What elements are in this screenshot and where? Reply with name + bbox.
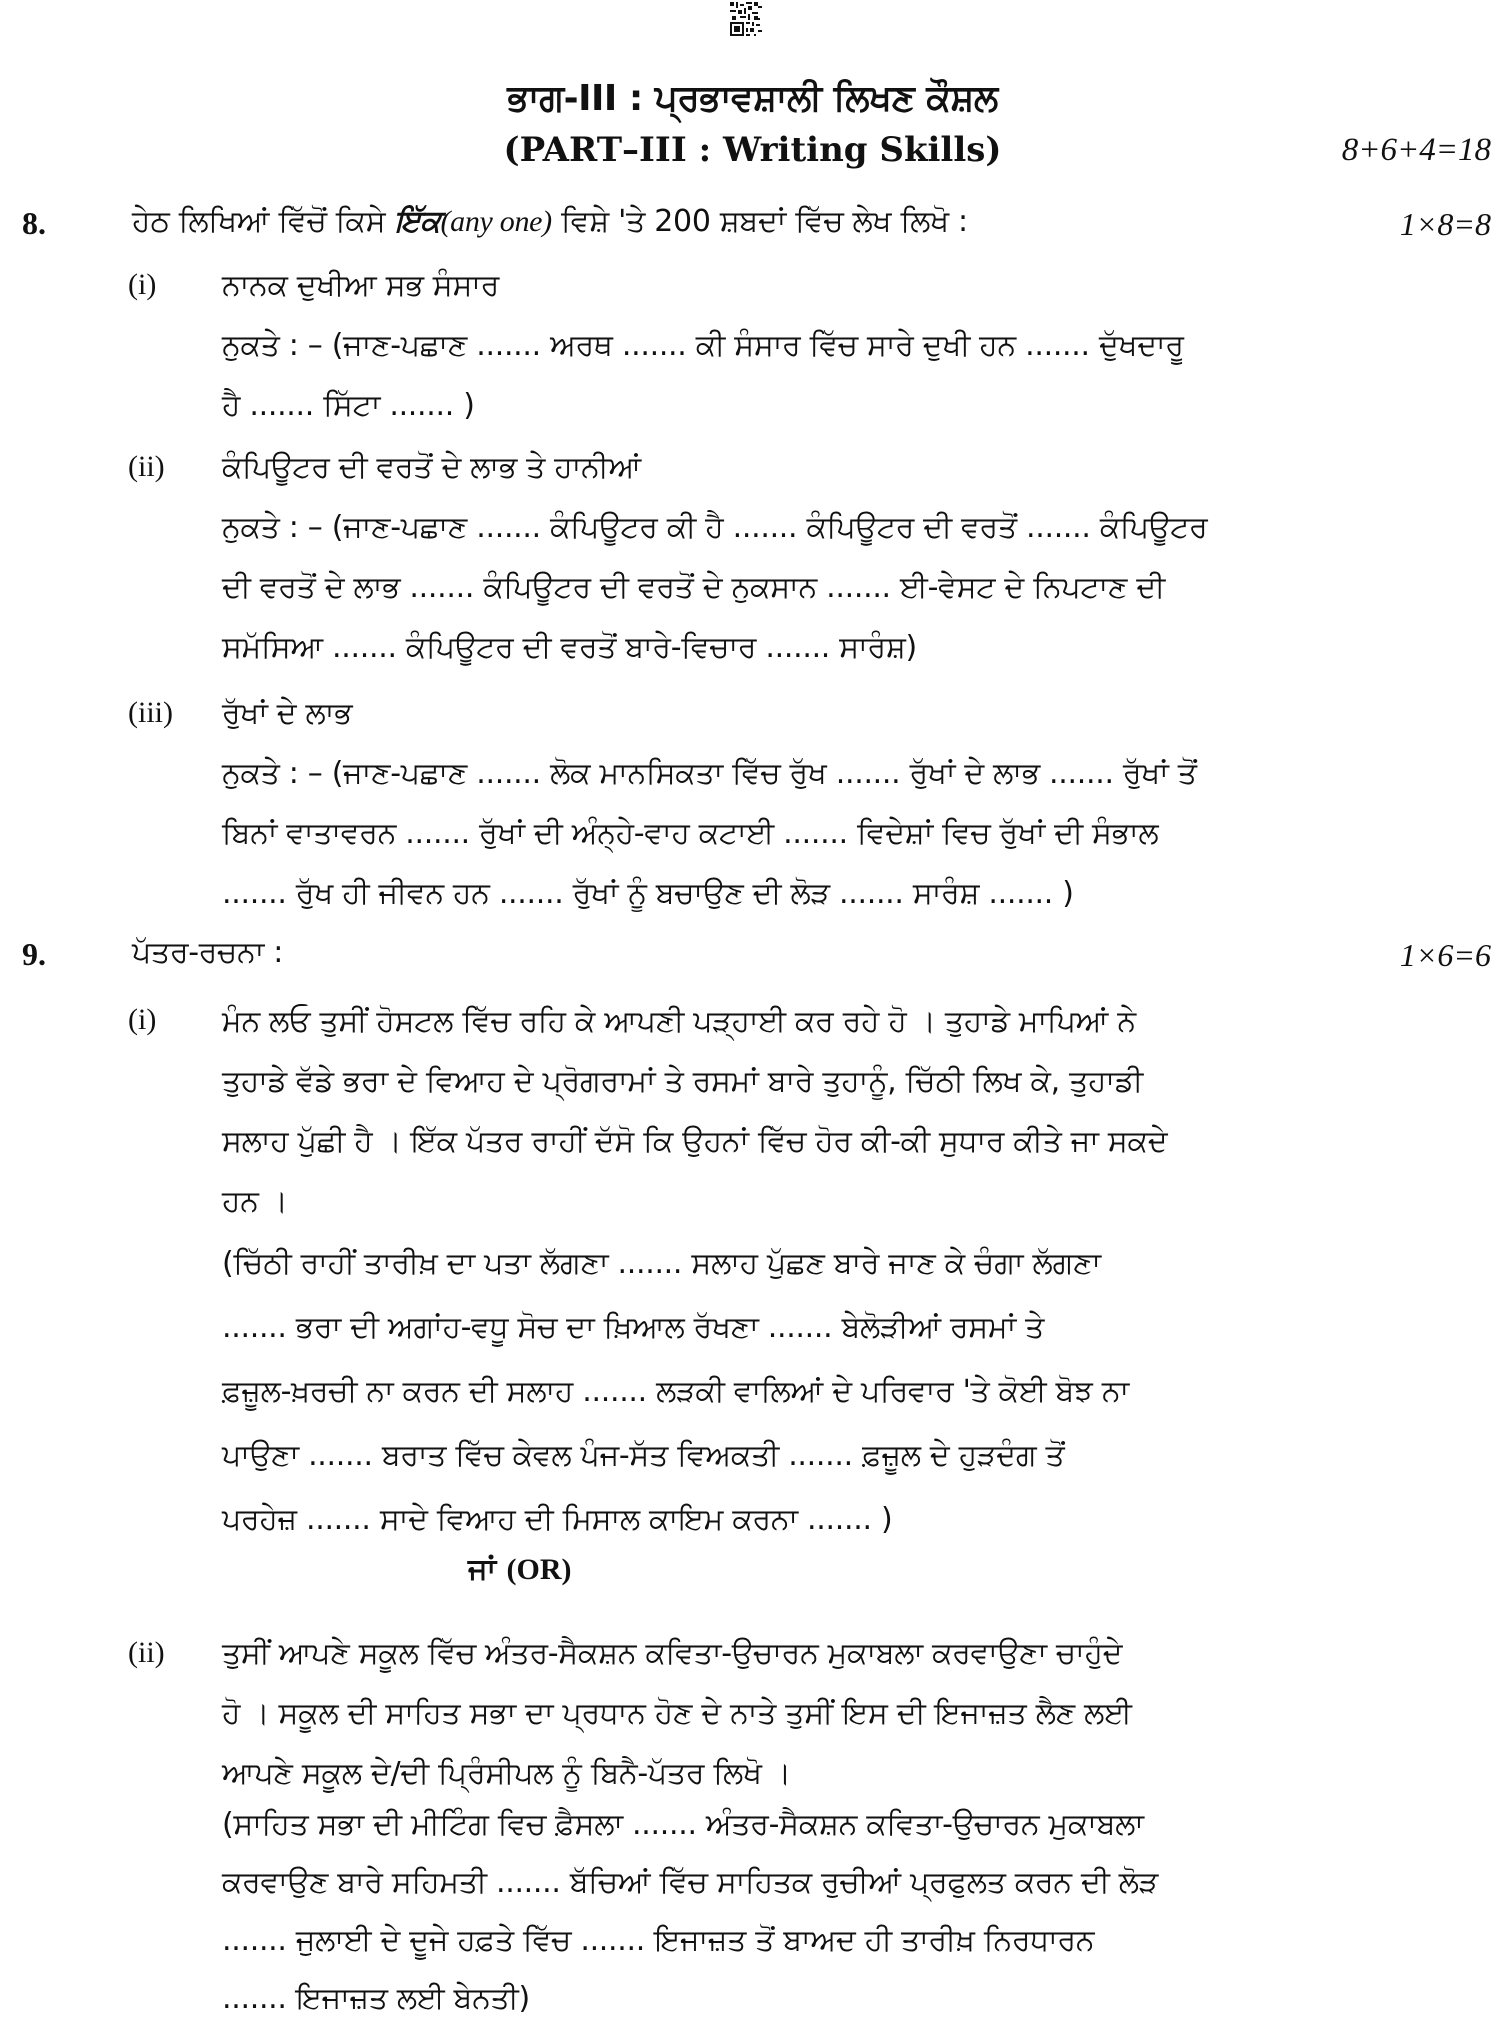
q9-option-1-hint-line: ਫ਼ਜ਼ੂਲ-ਖ਼ਰਚੀ ਨਾ ਕਰਨ ਦੀ ਸਲਾਹ ....... ਲੜਕੀ ਵਾਲਿਆਂ ਦੇ ਪਰਿਵਾਰ 'ਤੇ ਕੋਈ ਬੋਝ ਨਾ (222, 1374, 1129, 1409)
q8-option-2-points-line: ਨੁਕਤੇ : – (ਜਾਣ-ਪਛਾਣ ....... ਕੰਪਿਊਟਰ ਕੀ ਹੈ ....... ਕੰਪਿਊਟਰ ਦੀ ਵਰਤੋਂ ....... ਕੰਪਿਊਟਰ (222, 510, 1208, 545)
question-8-number: 8. (22, 205, 46, 241)
q8-option-2-topic: ਕੰਪਿਊਟਰ ਦੀ ਵਰਤੋਂ ਦੇ ਲਾਭ ਤੇ ਹਾਨੀਆਂ (222, 450, 641, 485)
q8-option-3-points-line: ਨੁਕਤੇ : – (ਜਾਣ-ਪਛਾਣ ....... ਲੋਕ ਮਾਨਸਿਕਤਾ ਵਿੱਚ ਰੁੱਖ ....... ਰੁੱਖਾਂ ਦੇ ਲਾਭ ....... ਰੁੱਖਾਂ ਤੋਂ (222, 756, 1197, 791)
q9-option-1-hint-line: ਪਾਉਣਾ ....... ਬਰਾਤ ਵਿੱਚ ਕੇਵਲ ਪੰਜ-ਸੱਤ ਵਿਅਕਤੀ ....... ਫ਼ਜ਼ੂਲ ਦੇ ਹੁੜਦੰਗ ਤੋਂ (222, 1438, 1065, 1473)
section-title-punjabi: ਭਾਗ-III : ਪ੍ਰਭਾਵਸ਼ਾਲੀ ਲਿਖਣ ਕੌਸ਼ਲ (507, 78, 998, 119)
q9-option-2-question-line: ਹੋ । ਸਕੂਲ ਦੀ ਸਾਹਿਤ ਸਭਾ ਦਾ ਪ੍ਰਧਾਨ ਹੋਣ ਦੇ ਨਾਤੇ ਤੁਸੀਂ ਇਸ ਦੀ ਇਜਾਜ਼ਤ ਲੈਣ ਲਈ (222, 1696, 1132, 1731)
q8-option-3-points-line: ....... ਰੁੱਖ ਹੀ ਜੀਵਨ ਹਨ ....... ਰੁੱਖਾਂ ਨੂੰ ਬਚਾਉਣ ਦੀ ਲੋੜ ....... ਸਾਰੰਸ਼ ....... ) (222, 876, 1074, 911)
q9-option-1-label: (i) (128, 1003, 157, 1036)
q8-option-1 (222, 256, 1402, 436)
q8-option-1-points-line: ਹੈ ....... ਸਿੱਟਾ ....... ) (222, 388, 475, 423)
q8-option-3 (222, 684, 1402, 924)
qr-code-icon (730, 2, 762, 38)
question-9-prompt: ਪੱਤਰ-ਰਚਨਾ : (132, 935, 284, 970)
q8-option-3-topic: ਰੁੱਖਾਂ ਦੇ ਲਾਭ (222, 696, 353, 731)
question-9-number: 9. (22, 936, 46, 972)
q9-option-1-hint-line: ਪਰਹੇਜ਼ ....... ਸਾਦੇ ਵਿਆਹ ਦੀ ਮਿਸਾਲ ਕਾਇਮ ਕਰਨਾ ....... ) (222, 1502, 893, 1537)
q9-option-1-hints (222, 1232, 1402, 1552)
q9-option-2-question-line: ਆਪਣੇ ਸਕੂਲ ਦੇ/ਦੀ ਪ੍ਰਿੰਸੀਪਲ ਨੂੰ ਬਿਨੈ-ਪੱਤਰ ਲਿਖੋ । (222, 1756, 791, 1791)
section-title-english: (PART–III : Writing Skills) (503, 130, 1002, 170)
question-9-marks: 1×6=6 (1399, 937, 1491, 973)
q9-option-2-hint-line: ....... ਇਜਾਜ਼ਤ ਲਈ ਬੇਨਤੀ) (222, 1981, 530, 2016)
q9-option-1-hint-line: (ਚਿੱਠੀ ਰਾਹੀਂ ਤਾਰੀਖ਼ ਦਾ ਪਤਾ ਲੱਗਣਾ ....... ਸਲਾਹ ਪੁੱਛਣ ਬਾਰੇ ਜਾਣ ਕੇ ਚੰਗਾ ਲੱਗਣਾ (222, 1246, 1101, 1281)
q9-option-1-question-line: ਤੁਹਾਡੇ ਵੱਡੇ ਭਰਾ ਦੇ ਵਿਆਹ ਦੇ ਪ੍ਰੋਗਰਾਮਾਂ ਤੇ ਰਸਮਾਂ ਬਾਰੇ ਤੁਹਾਨੂੰ, ਚਿੱਠੀ ਲਿਖ ਕੇ, ਤੁਹਾਡੀ (222, 1064, 1143, 1099)
q9-option-2-hint-line: (ਸਾਹਿਤ ਸਭਾ ਦੀ ਮੀਟਿੰਗ ਵਿਚ ਫ਼ੈਸਲਾ ....... ਅੰਤਰ-ਸੈਕਸ਼ਨ ਕਵਿਤਾ-ਉਚਾਰਨ ਮੁਕਾਬਲਾ (222, 1807, 1144, 1842)
q8-option-3-label: (iii) (128, 696, 173, 729)
q9-option-2-hint-line: ....... ਜੁਲਾਈ ਦੇ ਦੂਜੇ ਹਫ਼ਤੇ ਵਿੱਚ ....... ਇਜਾਜ਼ਤ ਤੋਂ ਬਾਅਦ ਹੀ ਤਾਰੀਖ਼ ਨਿਰਧਾਰਨ (222, 1923, 1095, 1958)
q9-option-1-question-line: ਹਨ । (222, 1184, 288, 1219)
q8-prompt-after: ਵਿਸ਼ੇ 'ਤੇ 200 ਸ਼ਬਦਾਂ ਵਿੱਚ ਲੇਖ ਲਿਖੋ : (561, 204, 968, 239)
question-8-marks: 1×8=8 (1399, 206, 1491, 242)
q8-option-1-topic: ਨਾਨਕ ਦੁਖੀਆ ਸਭ ਸੰਸਾਰ (222, 268, 500, 303)
or-label-english: (OR) (506, 1553, 572, 1586)
q8-prompt-emphasis: ਇੱਕ (394, 204, 441, 239)
q8-prompt-before: ਹੇਠ ਲਿਖਿਆਂ ਵਿੱਚੋਂ ਕਿਸੇ (132, 204, 386, 239)
q8-option-1-label: (i) (128, 268, 157, 301)
q9-option-1-question-line: ਸਲਾਹ ਪੁੱਛੀ ਹੈ । ਇੱਕ ਪੱਤਰ ਰਾਹੀਂ ਦੱਸੋ ਕਿ ਉਹਨਾਂ ਵਿੱਚ ਹੋਰ ਕੀ-ਕੀ ਸੁਧਾਰ ਕੀਤੇ ਜਾ ਸਕਦੇ (222, 1124, 1168, 1159)
q8-option-2-label: (ii) (128, 450, 165, 483)
q8-option-2-points-line: ਸਮੱਸਿਆ ....... ਕੰਪਿਊਟਰ ਦੀ ਵਰਤੋਂ ਬਾਰੇ-ਵਿਚਾਰ ....... ਸਾਰੰਸ਼) (222, 630, 917, 665)
section-marks-total: 8+6+4=18 (1341, 132, 1491, 168)
q8-option-1-points-line: ਨੁਕਤੇ : – (ਜਾਣ-ਪਛਾਣ ....... ਅਰਥ ....... ਕੀ ਸੰਸਾਰ ਵਿੱਚ ਸਾਰੇ ਦੁਖੀ ਹਨ ....... ਦੁੱਖਦਾਰੂ (222, 328, 1184, 363)
q9-option-1-question (222, 992, 1402, 1232)
q8-option-2-points-line: ਦੀ ਵਰਤੋਂ ਦੇ ਲਾਭ ....... ਕੰਪਿਊਟਰ ਦੀ ਵਰਤੋਂ ਦੇ ਨੁਕਸਾਨ ....... ਈ-ਵੇਸਟ ਦੇ ਨਿਪਟਾਣ ਦੀ (222, 570, 1165, 605)
q9-option-2-question (222, 1624, 1402, 1804)
q9-option-1-question-line: ਮੰਨ ਲਓ ਤੁਸੀਂ ਹੋਸਟਲ ਵਿੱਚ ਰਹਿ ਕੇ ਆਪਣੀ ਪੜ੍ਹਾਈ ਕਰ ਰਹੇ ਹੋ । ਤੁਹਾਡੇ ਮਾਪਿਆਂ ਨੇ (222, 1004, 1136, 1039)
q8-option-2 (222, 438, 1402, 678)
q9-option-2-hints (222, 1796, 1402, 2028)
or-separator (468, 1552, 572, 1587)
q8-prompt-english: (any one) (440, 205, 552, 238)
or-label-punjabi: ਜਾਂ (468, 1552, 497, 1587)
q9-option-2-hint-line: ਕਰਵਾਉਣ ਬਾਰੇ ਸਹਿਮਤੀ ....... ਬੱਚਿਆਂ ਵਿੱਚ ਸਾਹਿਤਕ ਰੁਚੀਆਂ ਪ੍ਰਫੁਲਤ ਕਰਨ ਦੀ ਲੋੜ (222, 1865, 1159, 1900)
q8-option-3-points-line: ਬਿਨਾਂ ਵਾਤਾਵਰਨ ....... ਰੁੱਖਾਂ ਦੀ ਅੰਨ੍ਹੇ-ਵਾਹ ਕਟਾਈ ....... ਵਿਦੇਸ਼ਾਂ ਵਿਚ ਰੁੱਖਾਂ ਦੀ ਸੰਭਾਲ (222, 816, 1159, 851)
q9-option-2-label: (ii) (128, 1636, 165, 1669)
question-8-prompt (132, 204, 968, 239)
q9-option-1-hint-line: ....... ਭਰਾ ਦੀ ਅਗਾਂਹ-ਵਧੂ ਸੋਚ ਦਾ ਖ਼ਿਆਲ ਰੱਖਣਾ ....... ਬੇਲੋੜੀਆਂ ਰਸਮਾਂ ਤੇ (222, 1310, 1045, 1345)
q9-option-2-question-line: ਤੁਸੀਂ ਆਪਣੇ ਸਕੂਲ ਵਿੱਚ ਅੰਤਰ-ਸੈਕਸ਼ਨ ਕਵਿਤਾ-ਉਚਾਰਨ ਮੁਕਾਬਲਾ ਕਰਵਾਉਣਾ ਚਾਹੁੰਦੇ (222, 1636, 1123, 1671)
